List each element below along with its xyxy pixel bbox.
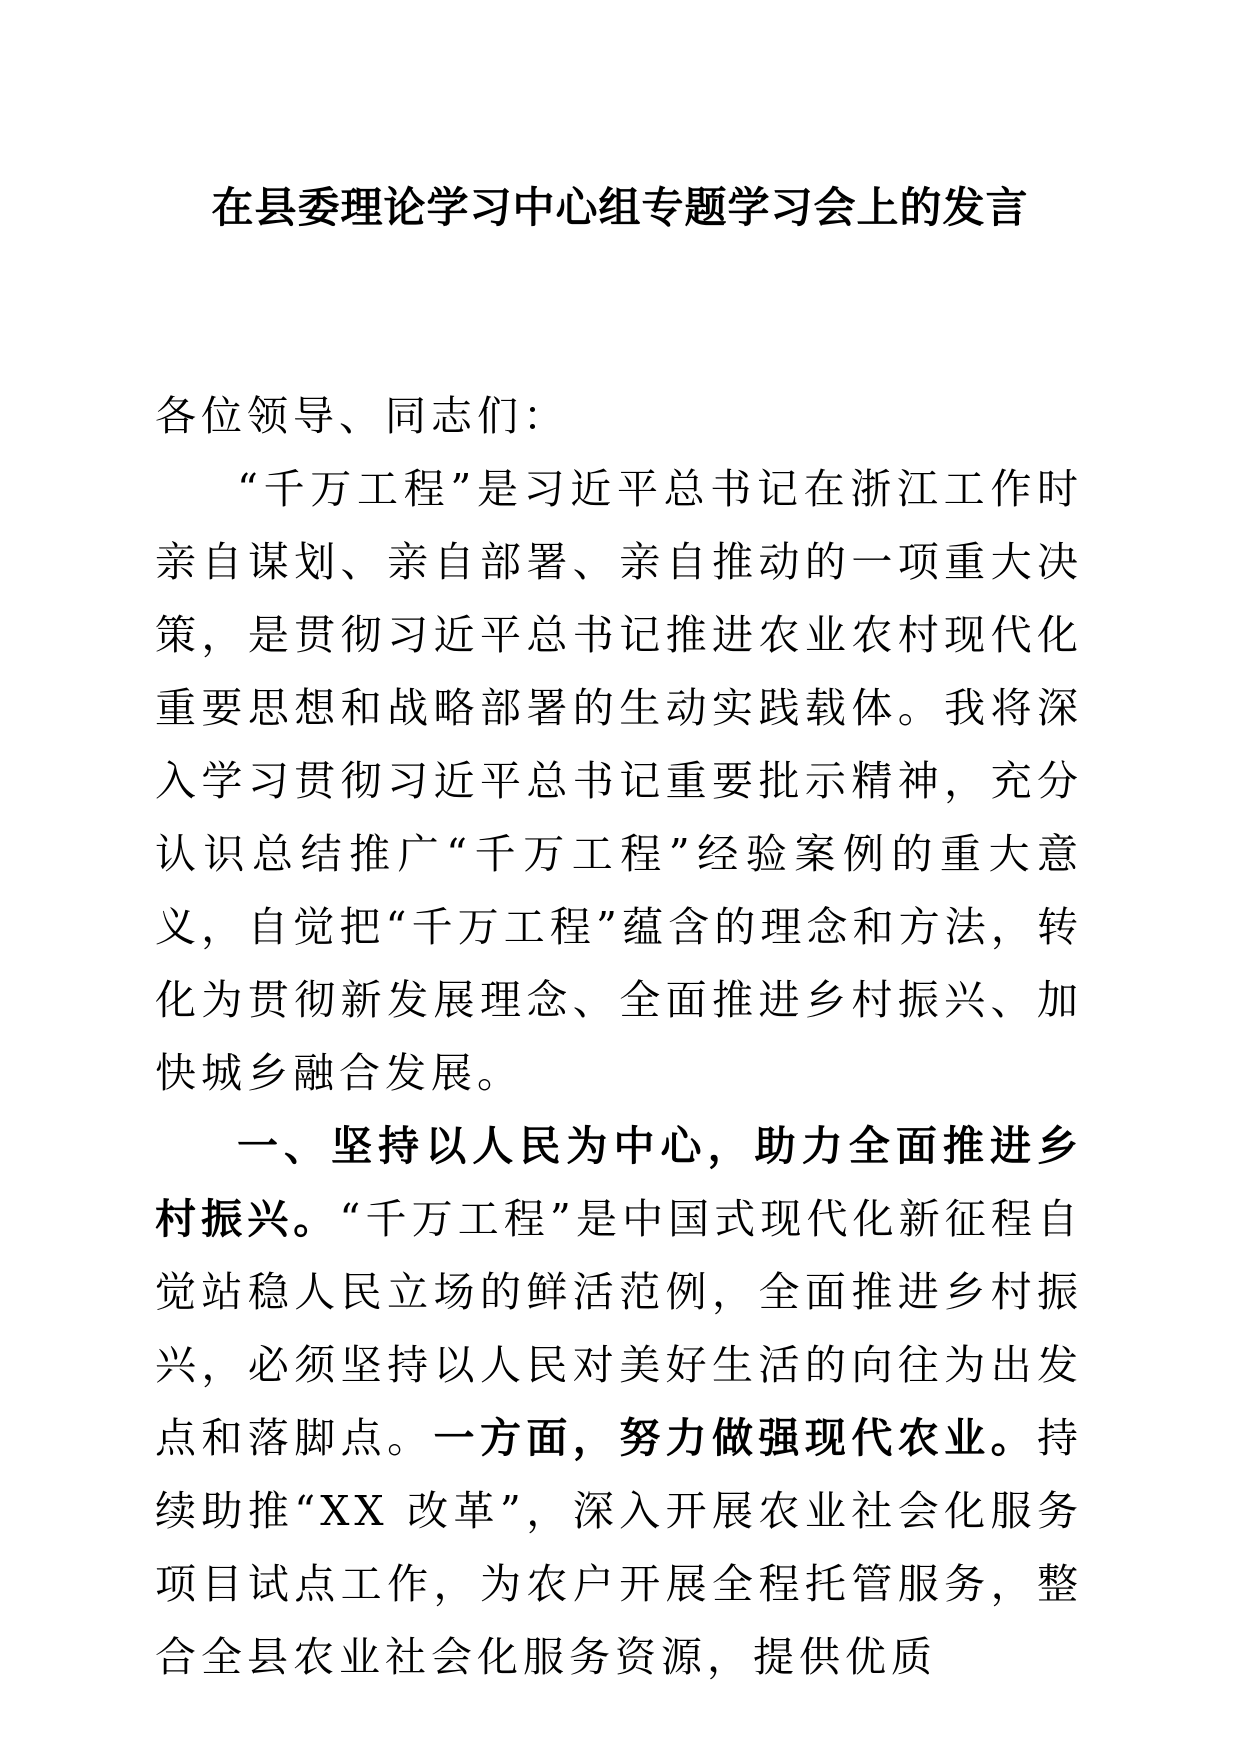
paragraph-section-one [155, 1110, 1083, 1694]
section-heading: 一、坚持以人民为中心，助力全面推进乡村振兴。 [155, 1122, 1083, 1243]
salutation: 各位领导、同志们： [155, 392, 569, 440]
section-text-2: 持续助推“XX 改革”，深入开展农业社会化服务项目试点工作，为农户开展全程托管服务，整合全县农业社会化服务资源，提供优质 [155, 1414, 1084, 1681]
paragraph-intro: “千万工程”是习近平总书记在浙江工作时亲自谋划、亲自部署、亲自推动的一项重大决策，是贯彻习近平总书记推进农业农村现代化重要思想和战略部署的生动实践载体。我将深入学习贯彻习近平总书记重要批示精神，充分认识总结推广“千万工程”经验案例的重大意义，自觉把“千万工程”蕴含的理念和方法，转化为贯彻新发展理念、全面推进乡村振兴、加快城乡融合发展。 [155, 465, 1083, 1097]
section-subheading: 一方面，努力做强现代农业。 [433, 1414, 1038, 1462]
document-body [155, 380, 1083, 1694]
document-title: 在县委理论学习中心组专题学习会上的发言 [211, 183, 1029, 232]
section-text-1: “千万工程”是中国式现代化新征程自觉站稳人民立场的鲜活范例，全面推进乡村振兴，必须坚持以人民对美好生活的向往为出发点和落脚点。 [155, 1195, 1084, 1462]
